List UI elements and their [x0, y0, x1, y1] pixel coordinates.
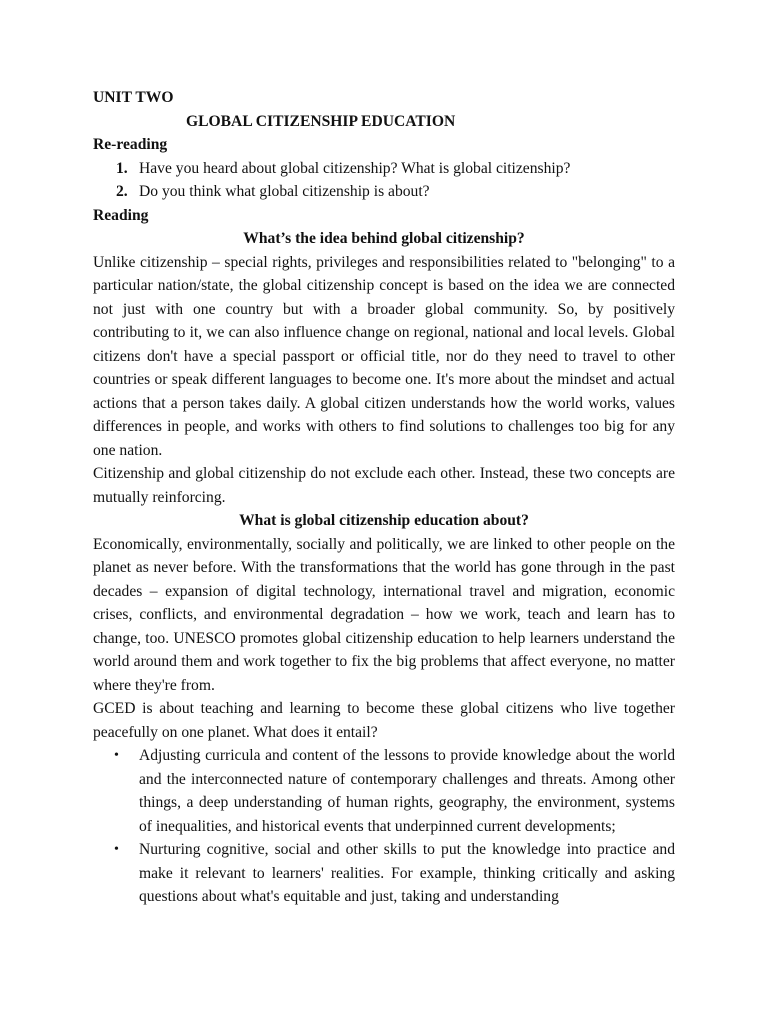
- question-number: 2.: [116, 183, 128, 200]
- document-page: [93, 86, 675, 909]
- list-item-text: Nurturing cognitive, social and other skills to put the knowledge into practice and make it relevant to learners' realities. For example, thinking critically and asking questions about what's equitable and just, taking and understanding: [139, 841, 675, 905]
- question-text: Do you think what global citizenship is about?: [139, 183, 430, 200]
- section-heading-education: What is global citizenship education about?: [239, 512, 529, 529]
- list-item: [114, 838, 675, 909]
- question-item: [116, 157, 675, 181]
- list-item: [114, 744, 675, 838]
- page-title: GLOBAL CITIZENSHIP EDUCATION: [186, 112, 456, 130]
- paragraph: Unlike citizenship – special rights, privileges and responsibilities related to "belonging" to a particular nation/state, the global citizenship concept is based on the idea we are connected not just with one country but with a broader global community. So, by positively contributing to it, we can also influence change on regional, national and local levels. Global citizens don't have a special passport or official title, nor do they need to travel to other countries or speak different languages to become one. It's more about the mindset and actual actions that a person takes daily. A global citizen understands how the world works, values differences in people, and works with others to find solutions to challenges too big for any one nation.: [93, 253, 675, 459]
- paragraph: Economically, environmentally, socially and politically, we are linked to other people on the planet as never before. With the transformations that the world has gone through in the past decades – expansion of digital technology, international travel and migration, economic crises, conflicts, and environmental degradation – how we work, teach and learn has to change, too. UNESCO promotes global citizenship education to help learners understand the world around them and work together to fix the big problems that affect everyone, no matter where they're from.: [93, 535, 675, 694]
- paragraph: Citizenship and global citizenship do not exclude each other. Instead, these two concepts are mutually reinforcing.: [93, 465, 675, 506]
- rereading-heading: Re-reading: [93, 136, 168, 153]
- bullet-icon: •: [114, 748, 119, 763]
- bullet-list: [93, 744, 675, 909]
- rereading-questions: [93, 157, 675, 204]
- question-number: 1.: [116, 159, 128, 177]
- question-text: Have you heard about global citizenship? What is global citizenship?: [139, 159, 571, 177]
- paragraph: GCED is about teaching and learning to become these global citizens who live together peacefully on one planet. What does it entail?: [93, 700, 675, 741]
- reading-heading: Reading: [93, 206, 149, 224]
- section-heading-idea: What’s the idea behind global citizenship?: [243, 230, 525, 247]
- question-item: [116, 180, 675, 204]
- bullet-icon: •: [114, 842, 119, 857]
- unit-title: UNIT TWO: [93, 89, 174, 106]
- list-item-text: Adjusting curricula and content of the lessons to provide knowledge about the world and the interconnected nature of contemporary challenges and threats. Among other things, a deep understanding of human rights, geography, the environment, systems of inequalities, and historical events that underpinned current developments;: [139, 747, 675, 835]
